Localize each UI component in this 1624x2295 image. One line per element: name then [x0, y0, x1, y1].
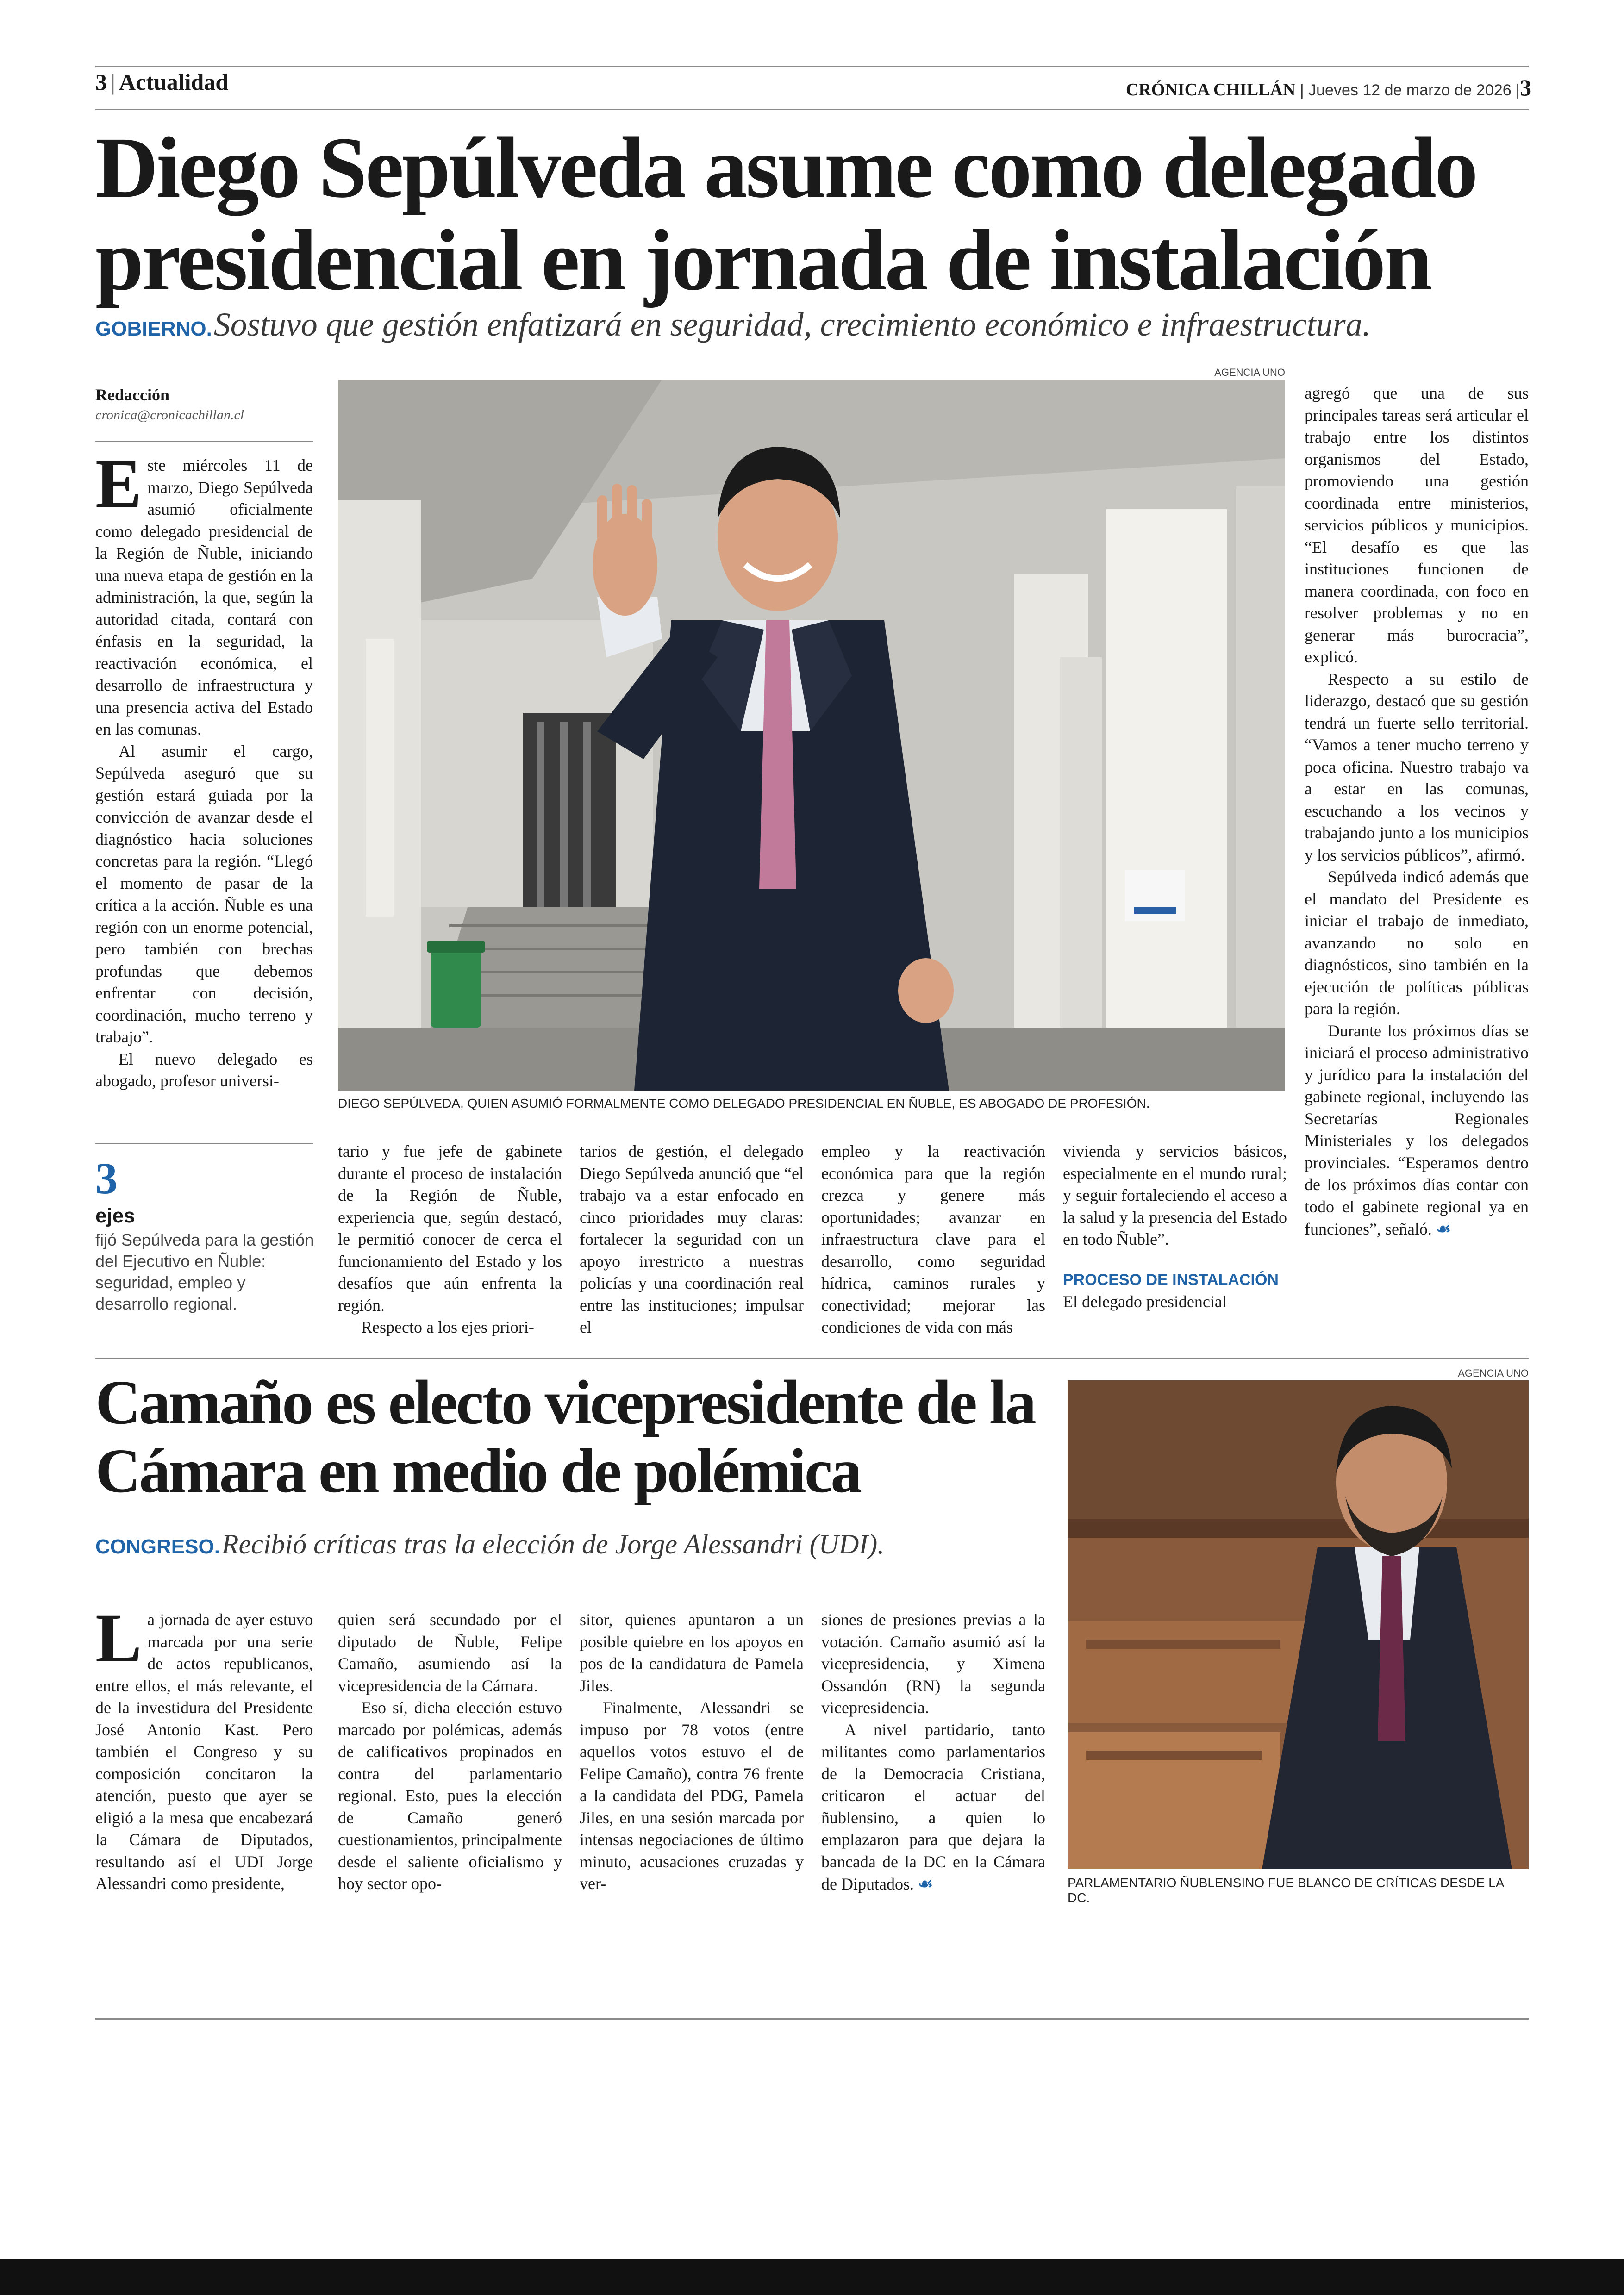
page-header-left: [95, 69, 228, 95]
stat-box: [95, 1155, 318, 1315]
article1-paragraph: [1305, 1020, 1529, 1241]
viewer-bottom-bar: [0, 2259, 1624, 2295]
section-name: Actualidad: [119, 69, 229, 95]
article2-paragraph: siones de presiones previas a la votación. Camaño asumió así la vicepresidencia, y Ximena Ossandón (RN) la segunda vicepresidencia.: [821, 1610, 1045, 1717]
article1-photo-caption: DIEGO SEPÚLVEDA, QUIEN ASUMIÓ FORMALMENTE COMO DELEGADO PRESIDENCIAL EN ÑUBLE, ES ABOGADO DE PROFESIÓN.: [338, 1096, 1150, 1110]
article1-column-5: [1063, 1141, 1287, 1313]
article1-paragraph: [95, 445, 313, 741]
masthead: CRÓNICA CHILLÁN: [1126, 80, 1296, 100]
article2-paragraph: [821, 1719, 1045, 1896]
header-page-separator: |: [1516, 81, 1520, 99]
article1-paragraph: Respecto a los ejes priori-: [361, 1318, 534, 1336]
article2-text: a jornada de ayer estuvo marcada por una serie de actos republicanos, entre ellos, el más relevante, el de la investidura del Presidente José Antonio Kast. Pero también el Congreso y su composición concitaron la atención, puesto que ayer se eligió a la mesa que encabezará la Cámara de Diputados, resultando así el UDI Jorge Alessandri como presidente,: [95, 1610, 313, 1893]
page-number-left: 3: [95, 69, 107, 95]
page-header-right: [1126, 74, 1531, 101]
article1-paragraph: tarios de gestión, el delegado Diego Sepúlveda anunció que “el trabajo va a estar enfocado en cinco prioridades muy claras: fortalecer la seguridad con un apoyo irrestricto a nuestras policías y una coordinación real entre las instituciones; impulsar el: [580, 1142, 804, 1336]
article1-photo-credit: AGENCIA UNO: [1214, 367, 1285, 378]
article1-paragraph: agregó que una de sus principales tareas será articular el trabajo entre los distintos organismos del Estado, promoviendo una gestión coordinada entre ministerios, servicios públicos y municipios. “El desafío es que las instituciones funcionen de manera coordinada, con foco en resolver problemas y no en generar más burocracia”, explicó.: [1305, 384, 1529, 666]
article2-text: A nivel partidario, tanto militantes como parlamentarios de la Democracia Cristiana, criticaron el actuar del ñublensino, a quien lo emplazaron para que dejara la bancada de la DC en la Cámara de Diputados.: [821, 1720, 1045, 1893]
byline-author: Redacción: [95, 386, 169, 404]
article1-column-6: [1305, 382, 1529, 1241]
article1-column-1: [95, 445, 313, 1092]
article1-column-2: [338, 1141, 562, 1339]
article1-kicker: [95, 306, 1540, 344]
article2-dropcap: L: [95, 1600, 142, 1677]
article2-paragraph: Eso sí, dicha elección estuvo marcado por polémicas, además de calificativos propinados en contra del parlamentario regional. Esto, pues la elección de Camaño generó cuestionamientos, principalmente desde el saliente oficialismo y hoy sector opo-: [338, 1698, 562, 1893]
article2-kicker-label: CONGRESO.: [95, 1535, 220, 1558]
article1-paragraph: El delegado presidencial: [1063, 1292, 1227, 1311]
article1-column-3: [580, 1141, 804, 1339]
article1-text: ste miércoles 11 de marzo, Diego Sepúlveda asumió oficialmente como delegado presidencial de la Región de Ñuble, iniciando una nueva etapa de gestión en la administración, la que, según la autoridad citada, contará con énfasis en la seguridad, la reactivación económica, el desarrollo de infraestructura y una presencia activa del Estado en las comunas.: [95, 456, 313, 738]
article1-paragraph: empleo y la reactivación económica para que la región crezca y genere más oportunidades; avanzar en infraestructura clave para el desarrollo, como seguridad hídrica, caminos rurales y conectividad; mejorar las condiciones de vida con más: [821, 1142, 1045, 1336]
article1-column-4: [821, 1141, 1045, 1339]
article1-kicker-label: GOBIERNO.: [95, 318, 212, 340]
stat-description: fijó Sepúlveda para la gestión del Ejecutivo en Ñuble: seguridad, empleo y desarrollo regional.: [95, 1230, 314, 1313]
article1-photo: [338, 380, 1285, 1091]
header-top-rule: [95, 66, 1529, 67]
article1-headline: Diego Sepúlveda asume como delegado presidencial en jornada de instalación: [95, 119, 1476, 308]
article2-photo-caption: PARLAMENTARIO ÑUBLENSINO FUE BLANCO DE CRÍTICAS DESDE LA DC.: [1068, 1876, 1504, 1905]
stat-label: ejes: [95, 1204, 135, 1227]
article1-subhead: PROCESO DE INSTALACIÓN: [1063, 1271, 1279, 1289]
article2-paragraph: Finalmente, Alessandri se impuso por 78 votos (entre aquellos votos estuvo el de Felipe Camaño), contra 76 frente a la candidata del PDG, Pamela Jiles, en una sesión marcada por intensas negociaciones de último minuto, acusaciones cruzadas y ver-: [580, 1698, 804, 1893]
article2-photo: [1068, 1380, 1529, 1869]
page-number-right: 3: [1520, 75, 1531, 100]
article2-kicker-text: Recibió críticas tras la elección de Jorge Alessandri (UDI).: [221, 1529, 885, 1559]
header-separator: |: [111, 69, 116, 95]
delegate-portrait-image: [338, 380, 1285, 1091]
article1-paragraph: El nuevo delegado es abogado, profesor universi-: [95, 1049, 313, 1090]
issue-date: Jueves 12 de marzo de 2026: [1308, 81, 1512, 99]
article2-end-mark: ☙: [918, 1874, 933, 1893]
article1-paragraph: vivienda y servicios básicos, especialmente en el mundo rural; y seguir fortaleciendo el acceso a la salud y la presencia del Estado en todo Ñuble”.: [1063, 1142, 1287, 1248]
byline-rule: [95, 441, 313, 442]
article1-kicker-text: Sostuvo que gestión enfatizará en seguridad, crecimiento económico e infraestructura.: [213, 306, 1371, 343]
article2-column-2: [338, 1609, 562, 1895]
article2-paragraph: [95, 1600, 313, 1895]
article1-text: Durante los próximos días se iniciará el proceso administrativo y jurídico para la instalación del gabinete regional, incluyendo las Secretarías Regionales Ministeriales y los delegados provinciales. “Esperamos dentro de los próximos días contar con todo el gabinete regional ya en funciones”, señaló.: [1305, 1021, 1529, 1238]
header-date-separator: |: [1299, 81, 1309, 99]
article1-paragraph: Al asumir el cargo, Sepúlveda aseguró que su gestión estará guiada por la convicción de avanzar desde el diagnóstico hacia soluciones concretas para la región. “Llegó el momento de pasar de la crítica a la acción. Ñuble es una región con un enorme potencial, pero también con brechas profundas que debemos enfrentar con decisión, coordinación, mucho terreno y trabajo”.: [95, 742, 313, 1046]
article1-dropcap: E: [95, 445, 142, 522]
article1-paragraph: Respecto a su estilo de liderazgo, destacó que su gestión tendrá un fuerte sello territorial. “Vamos a tener mucho terreno y poca oficina. Nuestro trabajo va a estar en las comunas, escuchando a los vecinos y trabajando junto a los municipios y los servicios públicos”, afirmó.: [1305, 669, 1529, 864]
byline-email: cronica@cronicachillan.cl: [95, 407, 244, 423]
article2-column-3: [580, 1609, 804, 1895]
article2-headline: Camaño es electo vicepresidente de la Cámara en medio de polémica: [95, 1368, 1035, 1506]
article2-column-1: [95, 1600, 313, 1895]
article-divider: [95, 1358, 1529, 1359]
stat-rule: [95, 1143, 313, 1144]
article1-paragraph: Sepúlveda indicó además que el mandato del Presidente es iniciar el trabajo de inmediato, avanzando no solo en diagnósticos, sino también en la ejecución de políticas públicas para la región.: [1305, 867, 1529, 1018]
article2-paragraph: quien será secundado por el diputado de Ñuble, Felipe Camaño, asumiendo así la vicepresidencia de la Cámara.: [338, 1610, 562, 1695]
stat-number: 3: [95, 1154, 118, 1203]
legislator-portrait-image: [1068, 1380, 1529, 1869]
header-bottom-rule: [95, 109, 1529, 110]
page-bottom-rule: [95, 2018, 1529, 2020]
article2-kicker: [95, 1528, 1068, 1560]
article1-byline: [95, 385, 318, 423]
article2-column-4: [821, 1609, 1045, 1896]
article2-paragraph: sitor, quienes apuntaron a un posible quiebre en los apoyos en pos de la candidatura de Pamela Jiles.: [580, 1610, 804, 1695]
article1-end-mark: ☙: [1436, 1219, 1451, 1238]
article2-photo-credit: AGENCIA UNO: [1458, 1367, 1529, 1379]
article1-paragraph: tario y fue jefe de gabinete durante el proceso de instalación de la Región de Ñuble, experiencia que, según destacó, le permitió conocer de cerca el funcionamiento del Estado y los desafíos que aún enfrenta la región.: [338, 1142, 562, 1315]
